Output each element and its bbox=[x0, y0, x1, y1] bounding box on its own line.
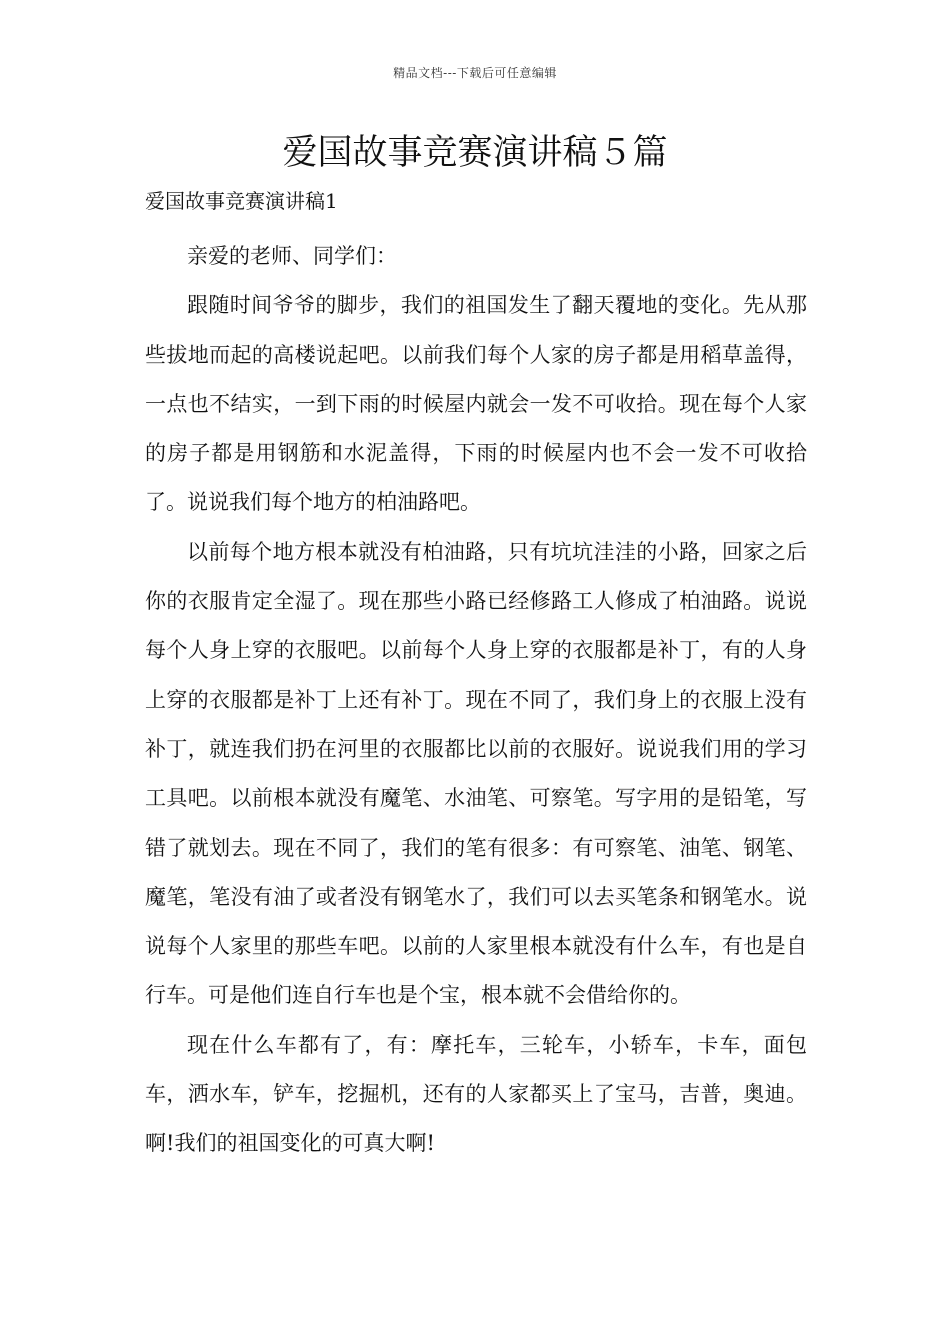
paragraph-greeting: 亲爱的老师、同学们： bbox=[187, 244, 397, 268]
paragraph: 现在什么车都有了，有：摩托车，三轮车，小轿车，卡车，面包车，洒水车，铲车，挖掘机，还有的人家都买上了宝马，吉普，奥迪。啊!我们的祖国变化的可真大啊! bbox=[145, 1032, 807, 1156]
body-text bbox=[145, 232, 807, 1169]
paragraph: 以前每个地方根本就没有柏油路，只有坑坑洼洼的小路，回家之后你的衣服肯定全湿了。现在那些小路已经修路工人修成了柏油路。说说每个人身上穿的衣服吧。以前每个人身上穿的衣服都是补丁，有的人身上穿的衣服都是补丁上还有补丁。现在不同了，我们身上的衣服上没有补丁，就连我们扔在河里的衣服都比以前的衣服好。说说我们用的学习工具吧。以前根本就没有魔笔、水油笔、可察笔。写字用的是铅笔，写错了就划去。现在不同了，我们的笔有很多：有可察笔、油笔、钢笔、魔笔，笔没有油了或者没有钢笔水了，我们可以去买笔条和钢笔水。说说每个人家里的那些车吧。以前的人家里根本就没有什么车，有也是自行车。可是他们连自行车也是个宝，根本就不会借给你的。 bbox=[145, 539, 807, 1008]
paragraph: 跟随时间爷爷的脚步，我们的祖国发生了翻天覆地的变化。先从那些拔地而起的高楼说起吧。以前我们每个人家的房子都是用稻草盖得，一点也不结实，一到下雨的时候屋内就会一发不可收拾。现在每个人家的房子都是用钢筋和水泥盖得，下雨的时候屋内也不会一发不可收拾了。说说我们每个地方的柏油路吧。 bbox=[145, 293, 807, 515]
section-heading: 爱国故事竞赛演讲稿1 bbox=[145, 189, 338, 213]
document-title: 爱国故事竞赛演讲稿５篇 bbox=[282, 133, 668, 173]
page-header: 精品文档---下载后可任意编辑 bbox=[393, 66, 557, 80]
